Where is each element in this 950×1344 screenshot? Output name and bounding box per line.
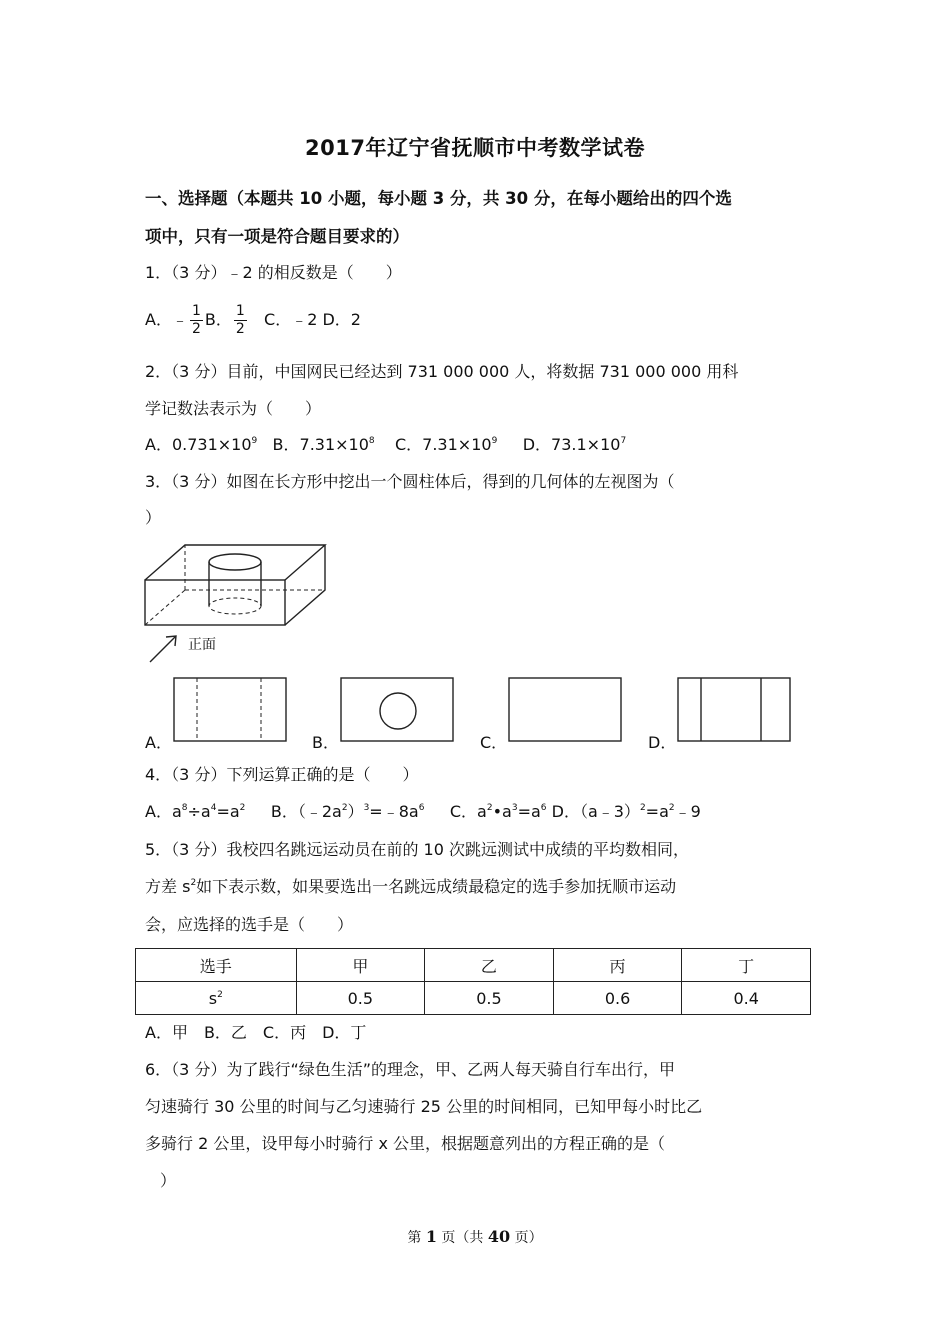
q3-front-label: 正面	[188, 637, 216, 653]
q6-stem-line4: ）	[160, 1171, 177, 1190]
table-row	[136, 982, 811, 1015]
table-header-cell: 乙	[425, 949, 554, 982]
q3-option-b-view	[339, 676, 455, 744]
q2-option-c: C．$7.31\times 10^9$	[394, 435, 498, 454]
q2-stem-line2: 学记数法表示为（ ）	[145, 399, 322, 418]
q5-variance-table	[135, 948, 811, 1015]
q5-stem-line1: 5．（3 分）我校四名跳远运动员在前的 10 次跳远测试中成绩的平均数相同，	[145, 840, 689, 859]
q1-fraction-b	[234, 303, 247, 338]
fraction-denominator: 2	[235, 321, 245, 337]
q1-fraction-a	[190, 303, 203, 338]
q1-option-a-prefix: A．﹣	[145, 310, 188, 329]
fraction-numerator: 1	[191, 303, 201, 319]
q4-option-b: B．$(﹣2a^2)^3=﹣8a^6$	[270, 802, 425, 821]
q5-options: A．甲 B．乙 C．丙 D．丁	[145, 1023, 367, 1042]
table-header-cell: 甲	[296, 949, 425, 982]
q4-stem: 4．（3 分）下列运算正确的是（ ）	[145, 765, 419, 784]
section-heading-line1: 一、选择题（本题共 10 小题，每小题 3 分，共 30 分，在每小题给出的四个选	[145, 189, 732, 208]
q4-options	[145, 801, 815, 823]
q3-stem-line2: ）	[145, 508, 162, 527]
q1-options-rest: C．﹣2 D．2	[264, 310, 361, 329]
table-cell: 0.5	[425, 982, 554, 1015]
q3-option-d-label: D．	[648, 733, 677, 752]
table-header-cell: 丙	[553, 949, 682, 982]
page-footer: 第 1 页（共 40 页）	[407, 1227, 543, 1246]
fraction-numerator: 1	[235, 303, 245, 319]
q4-option-a: A．$a^8\div a^4=a^2$	[145, 802, 246, 821]
q3-option-a-label: A．	[145, 733, 172, 752]
table-cell: 0.6	[553, 982, 682, 1015]
q4-option-c: C．$a^2•a^3=a^6$	[449, 802, 547, 821]
table-cell: 0.5	[296, 982, 425, 1015]
q1-options	[145, 302, 815, 338]
table-row	[136, 949, 811, 982]
table-header-cell: 丁	[682, 949, 811, 982]
q2-options	[145, 434, 815, 456]
q6-stem-line3: 多骑行 2 公里，设甲每小时骑行 x 公里，根据题意列出的方程正确的是（	[145, 1134, 665, 1153]
q2-stem-line1: 2．（3 分）目前，中国网民已经达到 731 000 000 人，将数据 731 000 000 用科	[145, 362, 739, 381]
page-number: 1	[425, 1227, 437, 1246]
section-heading-line2: 项中，只有一项是符合题目要求的）	[145, 227, 409, 246]
q5-stem-line2: 方差 $s^2$如下表示数，如果要选出一名跳远成绩最稳定的选手参加抚顺市运动	[145, 877, 677, 896]
q2-option-d: D．$73.1\times 10^7$	[522, 435, 627, 454]
q3-option-c-label: C．	[480, 733, 508, 752]
q4-option-d: D．$(a﹣3)^2=a^2﹣9$	[551, 802, 701, 821]
q3-option-b-label: B．	[312, 733, 339, 752]
q6-stem-line2: 匀速骑行 30 公里的时间与乙匀速骑行 25 公里的时间相同，已知甲每小时比乙	[145, 1097, 703, 1116]
page-total: 40	[487, 1227, 511, 1246]
q3-option-d-view	[676, 676, 792, 744]
q3-option-c-view	[507, 676, 623, 744]
q1-option-b-prefix: B．	[204, 310, 232, 329]
q3-stem-line1: 3．（3 分）如图在长方形中挖出一个圆柱体后，得到的几何体的左视图为（	[145, 472, 675, 491]
q1-stem: 1．（3 分）﹣2 的相反数是（ ）	[145, 263, 402, 282]
table-row-label: $s^2$	[136, 982, 297, 1015]
q6-stem-line1: 6．（3 分）为了践行“绿色生活”的理念，甲、乙两人每天骑自行车出行，甲	[145, 1060, 676, 1079]
q3-option-a-view	[172, 676, 288, 744]
q3-solid-figure	[140, 538, 340, 668]
table-cell: 0.4	[682, 982, 811, 1015]
q2-option-a: A．$0.731\times 10^9$	[145, 435, 258, 454]
table-header-cell: 选手	[136, 949, 297, 982]
fraction-denominator: 2	[191, 321, 201, 337]
q5-stem-line3: 会，应选择的选手是（ ）	[145, 915, 354, 934]
q2-option-b: B．$7.31\times 10^8$	[272, 435, 375, 454]
page-title: 2017年辽宁省抚顺市中考数学试卷	[305, 136, 645, 160]
